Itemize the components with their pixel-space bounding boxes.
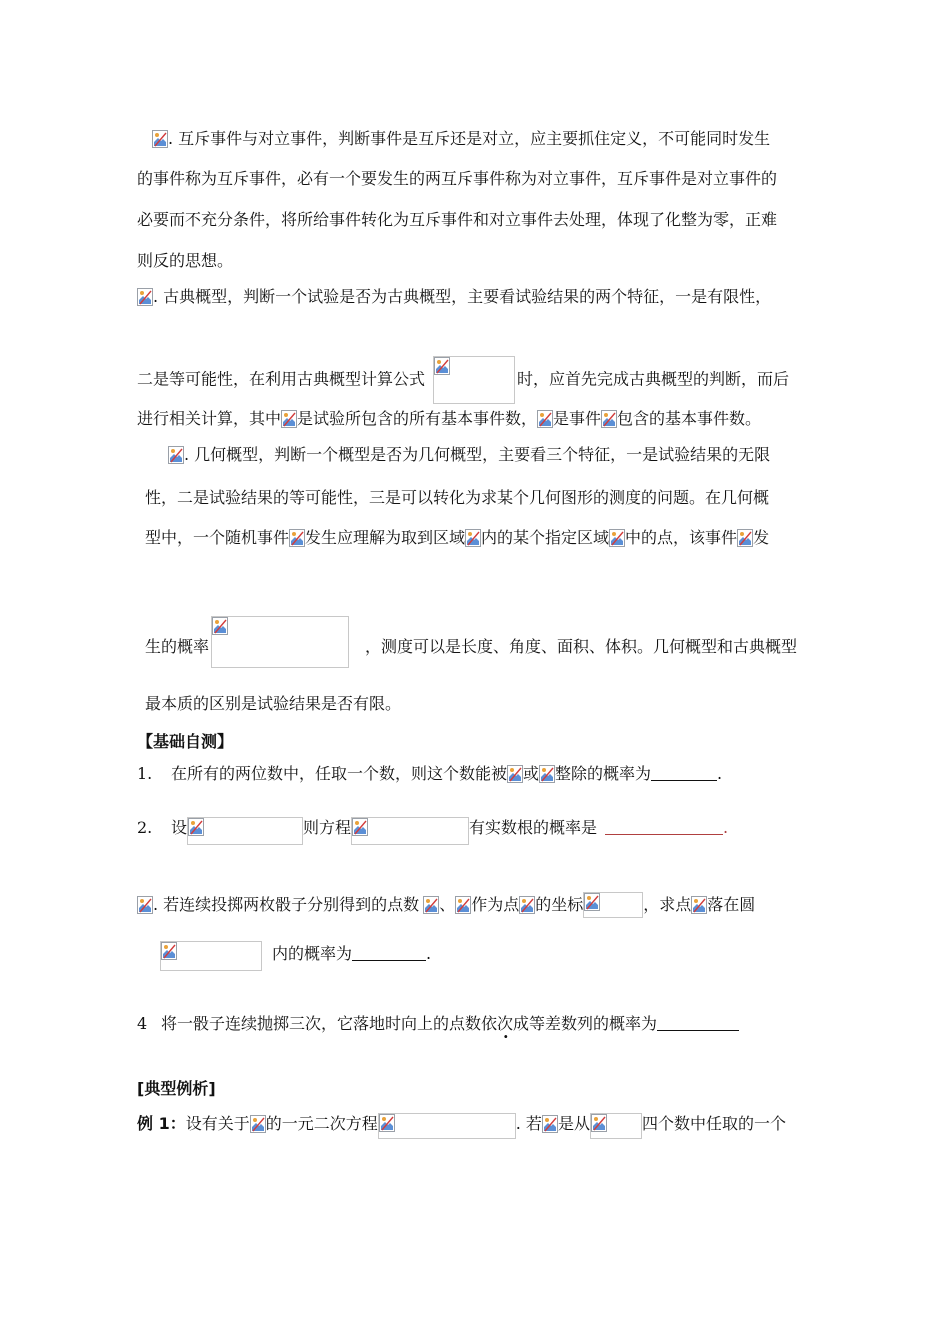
- p1-line-4: 则反的思想。: [137, 251, 234, 270]
- broken-image-icon: [539, 765, 555, 783]
- q2-text-a: 设: [171, 818, 188, 837]
- section-heading-self-test: 【基础自测】: [137, 732, 234, 751]
- p3-line-1: . 几何概型，判断一个概型是否为几何概型，主要看三个特征，一是试验结果的无限: [184, 445, 771, 464]
- p1-line-3: 必要而不充分条件，将所给事件转化为互斥事件和对立事件去处理，体现了化整为零，正难: [137, 210, 778, 229]
- p3-line-3b: 发生应理解为取到区域: [305, 528, 466, 547]
- q4-text-a: 将一骰子连续抛掷三次，它落地时向上的点数依: [161, 1014, 498, 1033]
- broken-image-icon: [507, 765, 523, 783]
- q3-text-f: 落在圆: [707, 895, 756, 914]
- broken-image-icon: [601, 410, 617, 428]
- broken-image-icon: [584, 893, 600, 911]
- p3-line-4b: ，测度可以是长度、角度、面积、体积。几何概型和古典概型: [365, 637, 798, 656]
- broken-image-icon: [434, 357, 450, 375]
- q3-end: .: [426, 944, 432, 963]
- ex1-text-c: . 若: [515, 1114, 542, 1133]
- q3-text-g: 内的概率为: [272, 944, 353, 963]
- p3-line-5: 最本质的区别是试验结果是否有限。: [145, 694, 402, 713]
- p3-line-3d: 中的点，该事件: [625, 528, 738, 547]
- ex1-text-b: 的一元二次方程: [265, 1114, 378, 1133]
- q3-text-d: 的坐标: [535, 895, 584, 914]
- formula-image: [433, 356, 515, 404]
- broken-image-icon: [212, 617, 228, 635]
- q2-end: .: [723, 818, 729, 837]
- p2-line-3c: 是事件: [553, 409, 602, 428]
- q1-end: .: [717, 764, 723, 783]
- ex1-text-e: 四个数中任取的一个: [641, 1114, 786, 1133]
- q4-number: 4: [137, 1014, 148, 1033]
- q2-condition-image: [187, 817, 303, 845]
- q1-text-b: 或: [523, 764, 540, 783]
- p2-line-3b: 是试验所包含的所有基本事件数，: [297, 409, 538, 428]
- q3-text-e: ，求点: [643, 895, 692, 914]
- ex1-equation-image: [378, 1113, 516, 1139]
- p2-line-2b: 时，应首先完成古典概型的判断，而后: [517, 369, 790, 389]
- q1-answer-blank: [651, 766, 717, 781]
- q3-text-a: . 若连续投掷两枚骰子分别得到的点数: [153, 895, 420, 914]
- broken-image-icon: [188, 818, 204, 836]
- p2-line-3d: 包含的基本事件数。: [617, 409, 762, 428]
- q1-text-a: 在所有的两位数中，任取一个数，则这个数能被: [171, 764, 508, 783]
- broken-image-icon: [737, 529, 753, 547]
- section-heading-examples: [典型例析]: [137, 1079, 216, 1098]
- broken-image-icon: [250, 1115, 266, 1133]
- broken-image-icon: [137, 288, 153, 306]
- broken-image-icon: [152, 130, 168, 148]
- broken-image-icon: [352, 818, 368, 836]
- q2-answer-blank: [605, 820, 723, 835]
- q2-text-b: 则方程: [303, 818, 352, 837]
- broken-image-icon: [691, 896, 707, 914]
- broken-image-icon: [537, 410, 553, 428]
- broken-image-icon: [609, 529, 625, 547]
- q4-text-b: 成等差数列的概率为: [513, 1014, 658, 1033]
- broken-image-icon: [137, 896, 153, 914]
- q4-answer-blank: [657, 1016, 739, 1031]
- broken-image-icon: [465, 529, 481, 547]
- q2-text-c: 有实数根的概率是: [469, 818, 598, 837]
- p3-line-2: 性，二是试验结果的等可能性，三是可以转化为求某个几何图形的测度的问题。在几何概: [145, 488, 770, 507]
- q3-answer-blank: [352, 946, 426, 961]
- broken-image-icon: [591, 1114, 607, 1132]
- p3-line-4a: 生的概率: [145, 637, 210, 656]
- example-1-label: 例 1：: [137, 1114, 186, 1133]
- p1-line-1: . 互斥事件与对立事件，判断事件是互斥还是对立，应主要抓住定义，不可能同时发生: [168, 129, 771, 148]
- broken-image-icon: [289, 529, 305, 547]
- q3-text-b: 、: [439, 895, 456, 914]
- q1-text-c: 整除的概率为: [555, 764, 652, 783]
- broken-image-icon: [281, 410, 297, 428]
- q4-emphasis-char: 次: [497, 1014, 514, 1033]
- probability-formula-image: [211, 616, 349, 668]
- broken-image-icon: [423, 896, 439, 914]
- broken-image-icon: [542, 1115, 558, 1133]
- p2-line-1: . 古典概型，判断一个试验是否为古典概型，主要看试验结果的两个特征，一是有限性，: [153, 287, 772, 306]
- q3-text-c: 作为点: [471, 895, 520, 914]
- q1-number: 1.: [137, 764, 153, 783]
- q3-coordinate-image: [583, 892, 643, 918]
- p1-line-2: 的事件称为互斥事件，必有一个要发生的两互斥事件称为对立事件，互斥事件是对立事件的: [137, 169, 778, 188]
- p2-line-3a: 进行相关计算，其中: [137, 409, 282, 428]
- broken-image-icon: [455, 896, 471, 914]
- q3-circle-image: [160, 941, 262, 971]
- broken-image-icon: [519, 896, 535, 914]
- p3-line-3e: 发: [753, 528, 770, 547]
- p3-line-3a: 型中，一个随机事件: [145, 528, 290, 547]
- broken-image-icon: [168, 446, 184, 464]
- ex1-text-a: 设有关于: [185, 1114, 250, 1133]
- ex1-text-d: 是从: [557, 1114, 590, 1133]
- ex1-set-image: [590, 1113, 642, 1139]
- q2-equation-image: [351, 817, 469, 845]
- p3-line-3c: 内的某个指定区域: [481, 528, 610, 547]
- q2-number: 2.: [137, 818, 153, 837]
- p2-line-2a: 二是等可能性，在利用古典概型计算公式: [137, 369, 426, 389]
- broken-image-icon: [379, 1114, 395, 1132]
- broken-image-icon: [161, 942, 177, 960]
